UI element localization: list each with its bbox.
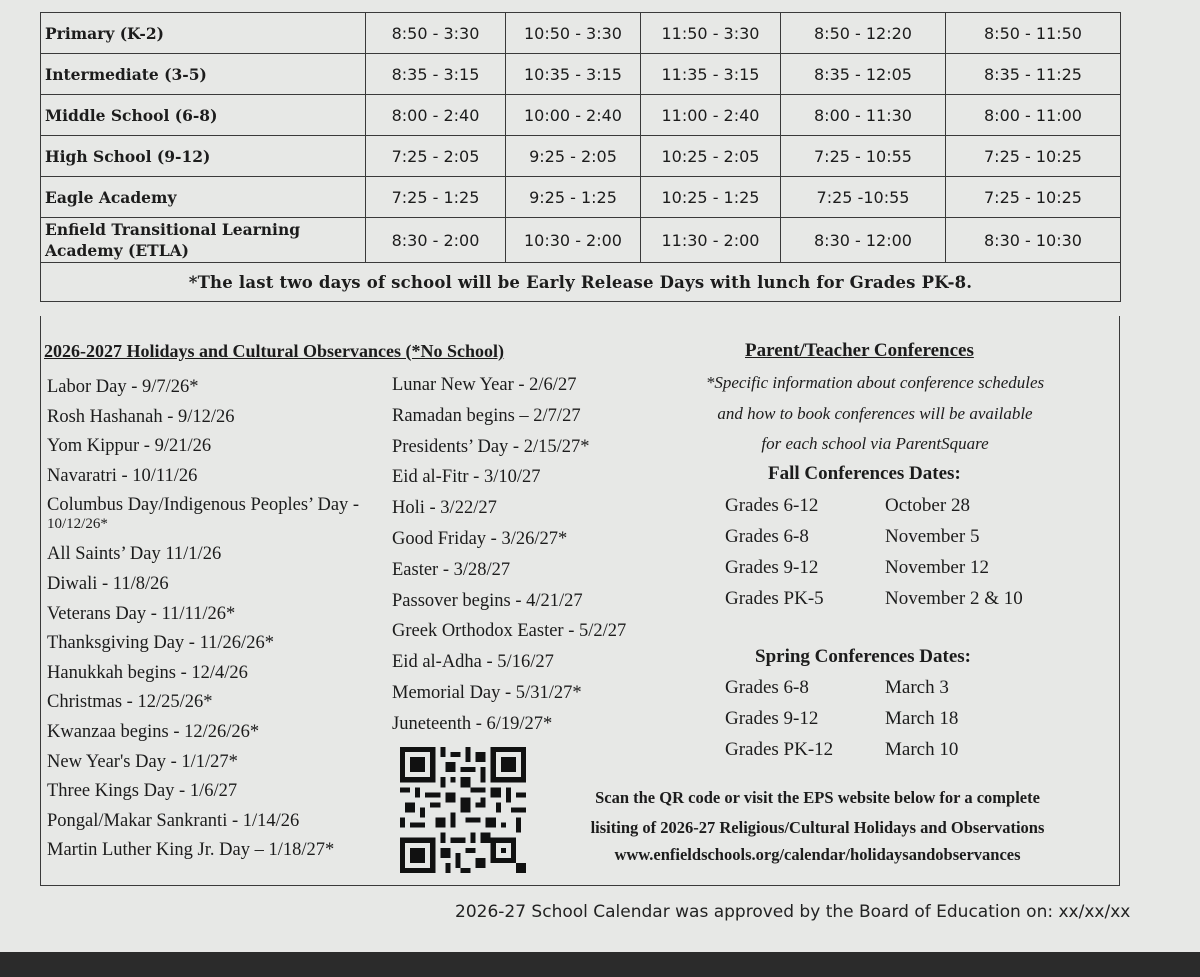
time-cell: 8:00 - 2:40 — [366, 95, 506, 136]
table-row — [41, 177, 1121, 218]
school-name: Intermediate (3-5) — [41, 54, 366, 95]
conferences-heading: Parent/Teacher Conferences — [745, 340, 974, 361]
note-line: for each school via ParentSquare — [761, 434, 989, 453]
list-item — [725, 672, 958, 703]
time-cell: 7:25 - 1:25 — [366, 177, 506, 218]
list-item: Good Friday - 3/26/27* — [392, 528, 568, 549]
grades-label: Grades 9-12 — [725, 708, 819, 729]
time-cell: 10:50 - 3:30 — [506, 13, 641, 54]
bell-schedule-table — [40, 12, 1121, 302]
qr-instructions — [545, 783, 1090, 867]
conference-date: November 12 — [885, 557, 989, 578]
school-name: High School (9-12) — [41, 136, 366, 177]
screen-edge — [0, 952, 1200, 977]
list-item: Thanksgiving Day - 11/26/26* — [47, 633, 274, 654]
grades-label: Grades 9-12 — [725, 557, 819, 578]
time-cell: 8:35 - 12:05 — [781, 54, 946, 95]
time-cell: 8:30 - 12:00 — [781, 218, 946, 263]
list-item: Juneteenth - 6/19/27* — [392, 713, 553, 734]
list-item: Veterans Day - 11/11/26* — [47, 603, 236, 624]
time-cell: 8:50 - 12:20 — [781, 13, 946, 54]
table-row — [41, 136, 1121, 177]
spring-conferences-list — [725, 672, 958, 765]
table-row — [41, 218, 1121, 263]
conference-date: November 2 & 10 — [885, 588, 1023, 609]
conferences-note — [660, 368, 1090, 460]
time-cell: 11:35 - 3:15 — [641, 54, 781, 95]
time-cell: 8:00 - 11:30 — [781, 95, 946, 136]
note-line: and how to book conferences will be available — [717, 403, 1033, 423]
table-row — [41, 54, 1121, 95]
list-item: Hanukkah begins - 12/4/26 — [47, 662, 248, 683]
list-item — [725, 552, 1023, 583]
list-item: Three Kings Day - 1/6/27 — [47, 781, 238, 802]
time-cell: 10:00 - 2:40 — [506, 95, 641, 136]
holiday-list-middle — [392, 370, 692, 740]
time-cell: 10:25 - 1:25 — [641, 177, 781, 218]
time-cell: 11:00 - 2:40 — [641, 95, 781, 136]
list-item — [725, 521, 1023, 552]
list-item: Rosh Hashanah - 9/12/26 — [47, 406, 235, 427]
qr-text-line: lisiting of 2026-27 Religious/Cultural Holidays and Observations — [590, 818, 1045, 837]
early-release-note: *The last two days of school will be Early Release Days with lunch for Grades PK-8. — [41, 263, 1121, 302]
list-item: Labor Day - 9/7/26* — [47, 377, 199, 397]
spring-conferences-heading: Spring Conferences Dates: — [755, 646, 972, 667]
list-item: Presidents’ Day - 2/15/27* — [392, 436, 590, 457]
holiday-list-left — [47, 373, 392, 866]
list-item: Christmas - 12/25/26* — [47, 692, 213, 713]
list-item: Navaratri - 10/11/26 — [47, 465, 198, 486]
table-row — [41, 95, 1121, 136]
conference-date: March 10 — [885, 739, 959, 760]
school-name: Middle School (6-8) — [41, 95, 366, 136]
time-cell: 8:50 - 3:30 — [366, 13, 506, 54]
list-item — [725, 583, 1023, 614]
list-item — [725, 490, 1023, 521]
conference-date: October 28 — [885, 495, 970, 516]
approval-footer: 2026-27 School Calendar was approved by the Board of Education on: xx/xx/xx — [455, 902, 1131, 922]
list-item: Eid al-Fitr - 3/10/27 — [392, 467, 541, 488]
list-item: Eid al-Adha - 5/16/27 — [392, 652, 554, 673]
time-cell: 11:50 - 3:30 — [641, 13, 781, 54]
table-row — [41, 263, 1121, 302]
list-item: Easter - 3/28/27 — [392, 559, 511, 580]
time-cell: 9:25 - 1:25 — [506, 177, 641, 218]
time-cell: 7:25 - 10:25 — [946, 177, 1121, 218]
conference-date: March 18 — [885, 708, 959, 729]
time-cell: 7:25 -10:55 — [781, 177, 946, 218]
list-item: Lunar New Year - 2/6/27 — [392, 375, 577, 395]
list-item — [725, 703, 958, 734]
time-cell: 8:35 - 3:15 — [366, 54, 506, 95]
time-cell: 10:25 - 2:05 — [641, 136, 781, 177]
school-name-line: Enfield Transitional Learning — [45, 220, 301, 239]
time-cell: 8:50 - 11:50 — [946, 13, 1121, 54]
list-item: All Saints’ Day 11/1/26 — [47, 544, 222, 565]
list-item: Holi - 3/22/27 — [392, 498, 497, 519]
website-link[interactable]: www.enfieldschools.org/calendar/holidaysandobservances — [614, 845, 1021, 864]
note-line: *Specific information about conference schedules — [705, 373, 1045, 392]
list-item: Diwali - 11/8/26 — [47, 573, 169, 594]
time-cell: 10:35 - 3:15 — [506, 54, 641, 95]
fall-conferences-list — [725, 490, 1023, 614]
conference-date: March 3 — [885, 677, 949, 698]
fall-conferences-heading: Fall Conferences Dates: — [768, 463, 961, 484]
time-cell: 8:30 - 2:00 — [366, 218, 506, 263]
list-item-line: 10/12/26* — [47, 516, 108, 533]
grades-label: Grades PK-12 — [725, 739, 834, 760]
time-cell: 8:30 - 10:30 — [946, 218, 1121, 263]
grades-label: Grades PK-5 — [725, 588, 824, 609]
time-cell: 7:25 - 2:05 — [366, 136, 506, 177]
time-cell: 9:25 - 2:05 — [506, 136, 641, 177]
list-item: Greek Orthodox Easter - 5/2/27 — [392, 621, 627, 642]
conference-date: November 5 — [885, 526, 980, 547]
time-cell: 7:25 - 10:25 — [946, 136, 1121, 177]
qr-text-line: Scan the QR code or visit the EPS website below for a complete — [595, 788, 1040, 807]
qr-code-icon[interactable] — [400, 744, 526, 876]
list-item — [725, 734, 958, 765]
time-cell: 10:30 - 2:00 — [506, 218, 641, 263]
list-item: New Year's Day - 1/1/27* — [47, 751, 238, 772]
list-item-line: Columbus Day/Indigenous Peoples’ Day - — [47, 495, 360, 516]
list-item: Passover begins - 4/21/27 — [392, 590, 583, 611]
school-name — [41, 218, 366, 263]
list-item: Memorial Day - 5/31/27* — [392, 682, 582, 703]
school-name: Eagle Academy — [41, 177, 366, 218]
time-cell: 7:25 - 10:55 — [781, 136, 946, 177]
list-item — [47, 491, 392, 540]
school-name: Primary (K-2) — [41, 13, 366, 54]
list-item: Ramadan begins – 2/7/27 — [392, 405, 581, 426]
grades-label: Grades 6-8 — [725, 677, 809, 698]
table-row — [41, 13, 1121, 54]
holidays-heading: 2026-2027 Holidays and Cultural Observances (*No School) — [44, 341, 505, 361]
time-cell: 8:00 - 11:00 — [946, 95, 1121, 136]
time-cell: 11:30 - 2:00 — [641, 218, 781, 263]
list-item: Yom Kippur - 9/21/26 — [47, 436, 212, 457]
list-item: Kwanzaa begins - 12/26/26* — [47, 721, 260, 742]
school-name-line: Academy (ETLA) — [45, 241, 189, 260]
grades-label: Grades 6-12 — [725, 495, 819, 516]
list-item: Martin Luther King Jr. Day – 1/18/27* — [47, 840, 335, 861]
list-item: Pongal/Makar Sankranti - 1/14/26 — [47, 810, 300, 831]
grades-label: Grades 6-8 — [725, 526, 809, 547]
time-cell: 8:35 - 11:25 — [946, 54, 1121, 95]
